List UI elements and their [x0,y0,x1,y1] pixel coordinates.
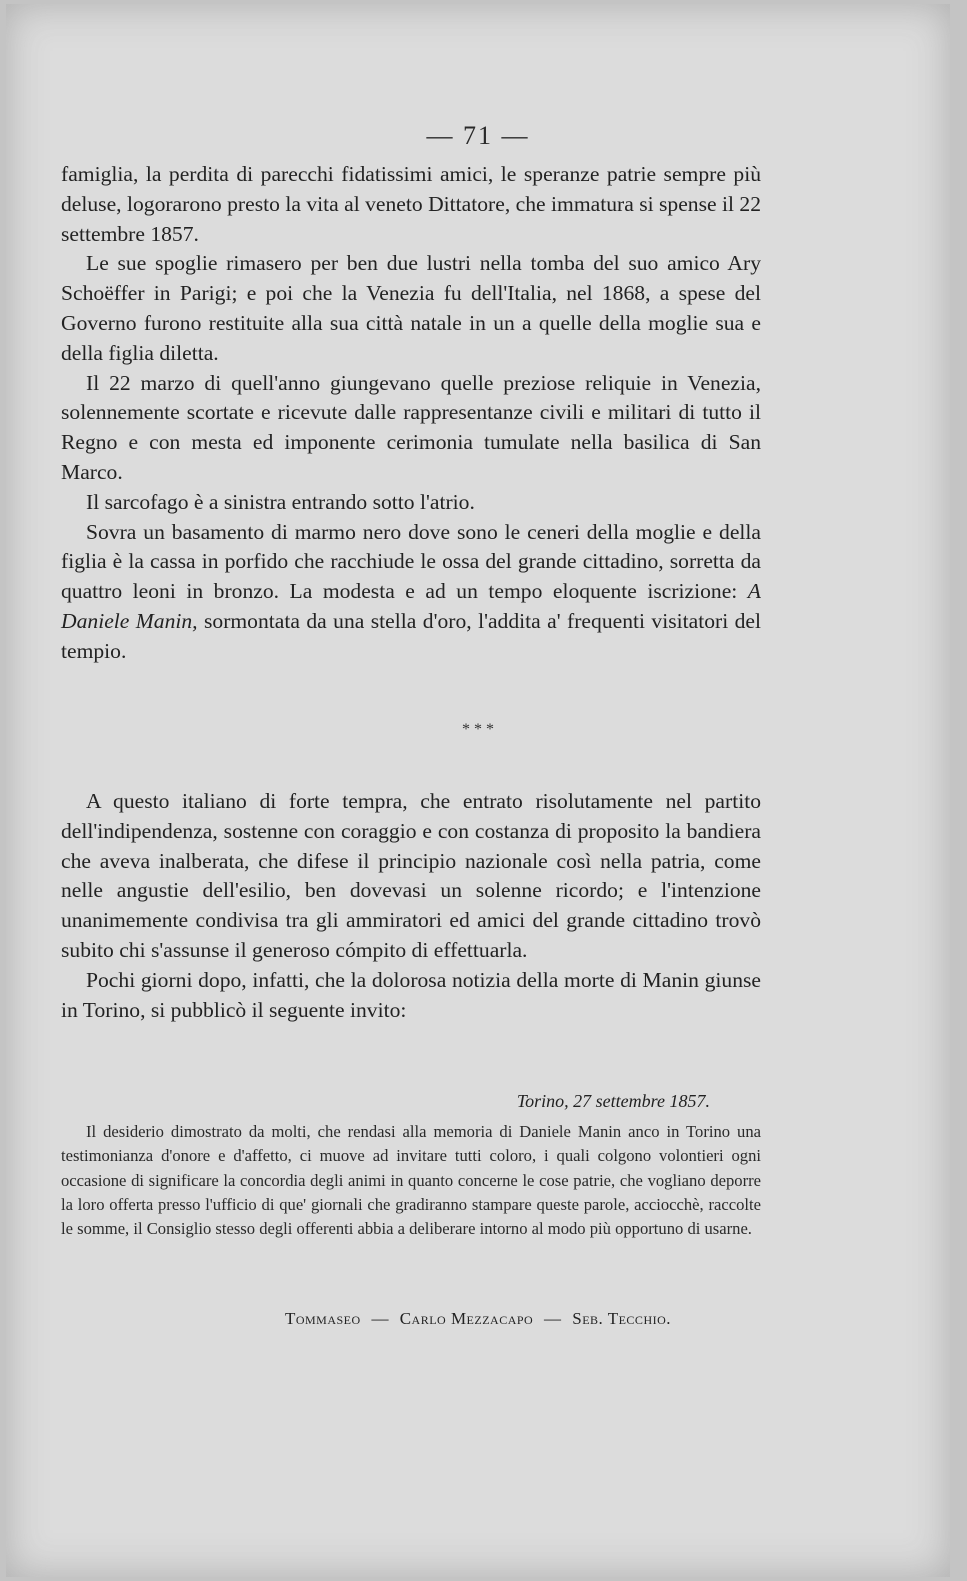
book-page [6,4,950,1577]
signature-separator: — [371,1309,389,1328]
signature-mezzacapo: Carlo Mezzacapo [399,1309,534,1328]
text-block-bottom [61,787,761,1025]
asterism-separator [6,721,950,738]
signature-separator: — [543,1309,562,1328]
dateline: Torino, 27 settembre 1857. [516,1091,710,1111]
paragraph-sarcophagus: Il sarcofago è a sinistra entrando sotto l'atrio. [86,489,475,514]
inscription-text-after: sormontata da una stella d'oro, l'addita a' frequenti visitatori del tempio. [61,608,761,663]
signature-tommaseo: Tommaseo [284,1309,361,1328]
paragraph-arrival: Il 22 marzo di quell'anno giungevano quelle preziose reliquie in Venezia, solennemente scortate e ricevute dalle rappresentanze civili e militari di tutto il Regno e con mesta ed imponente cerimonia tumulate nella basilica di San Marco. [61,370,761,484]
text-block-top [61,160,761,667]
signatures [6,1309,950,1329]
page-number: — 71 — [426,121,530,150]
signature-tecchio: Seb. Tecchio. [572,1309,672,1328]
paragraph-remains: Le sue spoglie rimasero per ben due lustri nella tomba del suo amico Ary Schoëffer in Parigi; e poi che la Venezia fu dell'Italia, nel 1868, a spese del Governo furono restituite alla sua città natale in un a quelle della moglie sua e della figlia diletta. [61,251,761,365]
inscription-text-before: Sovra un basamento di marmo nero dove sono le ceneri della moglie e della figlia è la cassa in porfido che racchiude le ossa del grande cittadino, sorretta da quattro leoni in bronzo. La modesta e ad un tempo eloquente iscrizione: [61,519,761,604]
inscription-title: A Daniele Manin, [61,579,761,633]
paragraph-inscription [61,518,761,667]
paragraph-invitation-intro: Pochi giorni dopo, infatti, che la dolorosa notizia della morte di Manin giunse in Torino, si pubblicò il seguente invito: [61,967,761,1022]
paragraph-tribute: A questo italiano di forte tempra, che entrato risolutamente nel partito dell'indipendenza, sostenne con coraggio e con costanza di proposito la bandiera che aveva inalberata, che difese il principio nazionale così nella patria, come nelle angustie dell'esilio, ben dovevasi un solenne ricordo; e l'intenzione unanimemente condivisa tra gli ammiratori ed amici del grande cittadino trovò subito chi s'assunse il generoso cómpito di effettuarla. [61,789,761,962]
paragraph-continuation: famiglia, la perdita di parecchi fidatissimi amici, le speranze patrie sempre più deluse, logorarono presto la vita al veneto Dittatore, che immatura si spense il 22 settembre 1857. [61,162,761,246]
invitation-quote: Il desiderio dimostrato da molti, che rendasi alla memoria di Daniele Manin anco in Torino una testimonianza d'onore e d'affetto, ci muove ad invitare tutti coloro, i quali colgono volontieri ogni occasione di significare la concordia degli animi in quanto concerne le cose patrie, che vogliano deporre la loro offerta presso l'ufficio di que' giornali che gradiranno stampare queste parole, acciocchè, raccolte le somme, il Consiglio stesso degli offerenti abbia a deliberare intorno al modo più opportuno di usarne. [61,1122,761,1239]
asterism-text: * * * [462,721,494,738]
